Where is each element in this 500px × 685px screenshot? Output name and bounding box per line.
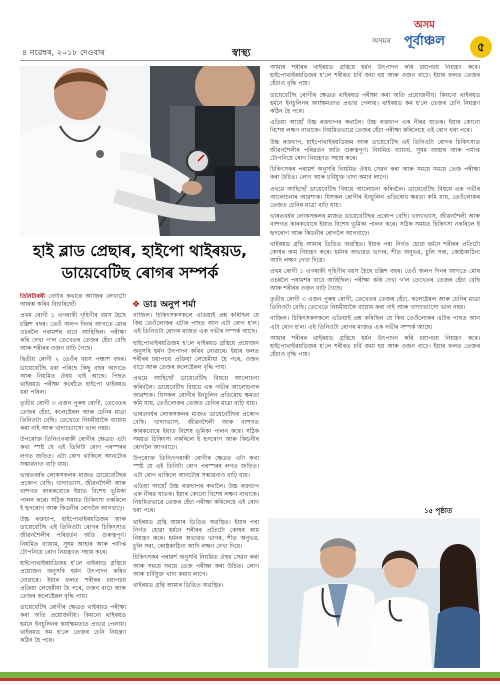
article-headline (20, 240, 260, 284)
byline (132, 297, 196, 312)
paragraph: তৃতীয় ৰোগী ৩ এজন পুৰুষ ৰোগী, তেখেতৰ তেজৰ হেঁচা, কলেষ্টেৰল আৰু চেনিৰ মাত্ৰা তিনিওটা বেছি। তেখেতে নিয়মীয়াকৈ ব্যায়াম কৰা নাই আৰু খাদ্যাভ্যাসো ভাল নহয়। (270, 296, 480, 312)
paragraph: নাজিল। চিকিৎসকসকলে এতিয়াই প্ৰশ্ন কৰিছিল যে কিয় তেওঁলোকৰ এটাৰ পাছত আন এটা ৰোগ হ'ল। এই তিনিওটা ৰোগৰ মাজত এক গভীৰ সম্পৰ্ক আছে। (270, 315, 480, 331)
headline-line-2: ডায়েবেটিছ ৰোগৰ সম্পৰ্ক (61, 264, 219, 282)
paragraph: নাজিল। চিকিৎসকসকলে এতিয়াই প্ৰশ্ন কৰিছিল যে কিয় তেওঁলোকৰ এটাৰ পাছত আন এটা ৰোগ হ'ল। এই তিনিওটা ৰোগৰ মাজত এক গভীৰ সম্পৰ্ক আছে। (133, 312, 259, 336)
paragraph: ডায়েবেটিছ ৰোগীৰ ক্ষেত্ৰত থাইৰয়ড পৰীক্ষা কৰা অতি প্ৰয়োজনীয়। কিয়নো থাইৰয়ড হৰ্মনে ইনচুলিনৰ কাৰ্যক্ষমতাত প্ৰভাৱ পেলায়। থাইৰয়ড কম হ'লে তেজৰ চেনি নিয়ন্ত্ৰণ কঠিন হৈ পৰে। (270, 91, 480, 116)
doctors-photo (268, 518, 480, 668)
paragraph: প্ৰথমে আহিছোঁ ডায়েবেটিছ বিষয়ে আলোচনা কৰিবলৈ। ডায়েবেটিছ বিষয়ে এক গভীৰ আলোচনাৰ আৱশ্যক। যিসকল ৰোগীৰ ইনচুলিন প্ৰতিৰোধ ক্ষমতা কমি যায়, তেওঁলোকৰ তেজত চেনিৰ মাত্ৰা বাঢ়ি যায়। (270, 185, 480, 210)
logo-main-text: পূৰ্বাঞ্চল (404, 34, 445, 49)
paragraph: ডায়েবেটিছ ৰোগীৰ ক্ষেত্ৰত থাইৰয়ড পৰীক্ষা কৰা অতি প্ৰয়োজনীয়। কিয়নো থাইৰয়ড হৰ্মনে ইনচুলিনৰ কাৰ্যক্ষমতাত প্ৰভাৱ পেলায়। থাইৰয়ড কম হ'লে তেজৰ চেনি নিয়ন্ত্ৰণ কঠিন হৈ পৰে। (20, 604, 126, 644)
continued-on-page: ১৫ পৃষ্ঠাত (424, 507, 453, 515)
paragraph: হাইপোথাইৰয়ডিজম হ'লে থাইৰয়ড গ্ৰন্থিয়ে প্ৰয়োজন অনুসৰি হৰ্মন উৎপাদন কৰিব নোৱাৰে। ইয়াৰ ফলত শৰীৰৰ চয়াপচয় প্ৰক্ৰিয়া লেহেমীয়া হৈ পৰে, ওজন বাঢ়ে আৰু তেজৰ কলেষ্টেৰল বৃদ্ধি পায়। (20, 560, 126, 600)
author-name: ডাঃ অনুপ শৰ্মা (143, 300, 196, 310)
blood-pressure-photo (20, 66, 260, 236)
paragraph: দ্বিতীয় ৰোগী ২ তেওঁৰ বয়স পঞ্চাশ বছৰ। ডায়েবেটিছ ধৰা পৰিছে কিছু বছৰ আগতে আৰু নিয়মিত ঔষধ খাই আছে। পিছত থাইৰয়ড পৰীক্ষা কৰোঁতে হাইপো থাইৰয়ড ধৰা পৰিল। (20, 356, 126, 397)
text-column-3 (270, 64, 480, 504)
text-column-2 (133, 312, 259, 670)
newspaper-logo (400, 18, 468, 52)
paragraph: চিকিৎসকৰ পৰামৰ্শ অনুসৰি নিয়মিত ঔষধ সেৱন কৰা আৰু সময়ে সময়ে তেজ পৰীক্ষা কৰা উচিত। লোণ আৰু চৰ্বিযুক্ত খাদ্য কমাব লাগে। (133, 554, 259, 578)
paragraph: প্ৰথম ৰোগী ১ এগৰাকী গৃহিণীৰ বয়স হৈছে চল্লিশ বছৰ। তেওঁ অলপ দিনৰ আগতে মোৰ ওচৰলৈ পৰামৰ্শৰ বাবে আহিছিল। পৰীক্ষা কৰি দেখা গ'ল তেখেতৰ তেজৰ হেঁচা বেছি আৰু শৰীৰৰ ওজন বাঢ়ি গৈছে। (20, 312, 126, 353)
paragraph: প্ৰথম ৰোগী ১ এগৰাকী গৃহিণীৰ বয়স হৈছে চল্লিশ বছৰ। তেওঁ অলপ দিনৰ আগতে মোৰ ওচৰলৈ পৰামৰ্শৰ বাবে আহিছিল। পৰীক্ষা কৰি দেখা গ'ল তেখেতৰ তেজৰ হেঁচা বেছি আৰু শৰীৰৰ ওজন বাঢ়ি গৈছে। (270, 268, 480, 292)
page-number-badge: ৫ (470, 36, 492, 58)
paragraph: তৃতীয় ৰোগী ৩ এজন পুৰুষ ৰোগী, তেখেতৰ তেজৰ হেঁচা, কলেষ্টেৰল আৰু চেনিৰ মাত্ৰা তিনিওটা বেছি। তেখেতে নিয়মীয়াকৈ ব্যায়াম কৰা নাই আৰু খাদ্যাভ্যাসো ভাল নহয়। (20, 400, 126, 433)
paragraph: থাইৰয়ড গ্ৰন্থি আমাৰ ডিঙিত অৱস্থিত। (133, 582, 224, 590)
issue-date: ৪ নৱেম্বৰ, ২০১৮ দেওবাৰ (22, 48, 105, 57)
page-header (0, 0, 500, 64)
paragraph: থাইৰয়ড গ্ৰন্থি আমাৰ ডিঙিত অৱস্থিত। ইয়াৰ পৰা নিৰ্গত হোৱা হৰ্মনে শৰীৰৰ প্ৰতিটো কোষৰ কাম নিয়ন্ত্ৰণ কৰে। হৰ্মনৰ অভাৱত ভাগৰ, শীত অনুভৱ, চুলি সৰা, কোষ্ঠকাঠিন্য আদি লক্ষণ দেখা দিয়ে। (270, 240, 480, 265)
paragraph: এতিয়া আহোঁ উচ্চ ৰক্তচাপৰ কথালৈ। উচ্চ ৰক্তচাপ এক নীৰৱ ঘাতক। ইয়াৰ কোনো বিশেষ লক্ষণ নাথাকে। নিয়মিতভাৱে তেজৰ হেঁচা পৰীক্ষা কৰিলেহে এই ৰোগ ধৰা পৰে। (270, 119, 480, 135)
paragraph: ভাৰতবৰ্ষৰ লোকসকলৰ মাজত ডায়েবেটিছৰ প্ৰকোপ বেছি। খাদ্যাভ্যাস, জীৱনশৈলী আৰু বংশগত কাৰকবোৰে ইয়াত বিশেষ ভূমিকা পালন কৰে। সঠিক সময়ত চিকিৎসা নকৰিলে ই হৃদৰোগ আৰু কিডনীৰ ৰোগলৈ আগবাঢ়ে। (20, 472, 126, 512)
paragraph: উপৰোক্ত তিনিওগৰাকী ৰোগীৰ ক্ষেত্ৰত এটা কথা স্পষ্ট যে এই তিনিটা ৰোগ পৰস্পৰৰ লগত জড়িত। এটা ৰোগ থাকিলে আনটোৰ সম্ভাৱনাও বাঢ়ি যায়। (133, 455, 259, 479)
paragraph: ভাৰতবৰ্ষৰ লোকসকলৰ মাজত ডায়েবেটিছৰ প্ৰকোপ বেছি। খাদ্যাভ্যাস, জীৱনশৈলী আৰু বংশগত কাৰকবোৰে ইয়াত বিশেষ ভূমিকা পালন কৰে। সঠিক সময়ত চিকিৎসা নকৰিলে ই হৃদৰোগ আৰু কিডনীৰ ৰোগলৈ আগবাঢ়ে। (133, 411, 259, 452)
footer-color-bar (0, 672, 500, 685)
paragraph: হাইপোথাইৰয়ডিজম হ'লে থাইৰয়ড গ্ৰন্থিয়ে প্ৰয়োজন অনুসৰি হৰ্মন উৎপাদন কৰিব নোৱাৰে। ইয়াৰ ফলত শৰীৰৰ চয়াপচয় প্ৰক্ৰিয়া লেহেমীয়া হৈ পৰে, ওজন বাঢ়ে আৰু তেজৰ কলেষ্টেৰল বৃদ্ধি পায়। (133, 339, 259, 372)
header-divider (20, 60, 480, 61)
paragraph: উপৰোক্ত তিনিওগৰাকী ৰোগীৰ ক্ষেত্ৰত এটা কথা স্পষ্ট যে এই তিনিটা ৰোগ পৰস্পৰৰ লগত জড়িত। এটা ৰোগ থাকিলে আনটোৰ সম্ভাৱনাও বাঢ়ি যায়। (20, 436, 126, 468)
paragraph: উচ্চ ৰক্তচাপ, হাইপোথাইৰয়ডিজম আৰু ডায়েবেটিছ এই তিনিওটা ৰোগৰ চিকিৎসাত জীৱনশৈলীৰ পৰিৱৰ্তন অতি গুৰুত্বপূৰ্ণ। নিয়মিত ব্যায়াম, সুষম আহাৰ আৰু পৰ্যাপ্ত টোপনিয়ে ৰোগ নিয়ন্ত্ৰণত সহায় কৰে। (270, 138, 480, 163)
paragraph: চিকিৎসকৰ পৰামৰ্শ অনুসৰি নিয়মিত ঔষধ সেৱন কৰা আৰু সময়ে সময়ে তেজ পৰীক্ষা কৰা উচিত। লোণ আৰু চৰ্বিযুক্ত খাদ্য কমাব লাগে। (270, 166, 480, 182)
text-column-1 (20, 293, 126, 669)
paragraph: এতিয়া আহোঁ উচ্চ ৰক্তচাপৰ কথালৈ। উচ্চ ৰক্তচাপ এক নীৰৱ ঘাতক। ইয়াৰ কোনো বিশেষ লক্ষণ নাথাকে। নিয়মিতভাৱে তেজৰ হেঁচা পৰীক্ষা কৰিলেহে এই ৰোগ ধৰা পৰে। (133, 482, 259, 515)
headline-line-1: হাই ব্লাড প্ৰেছাৰ, হাইপো থাইৰয়ড, (32, 242, 248, 260)
paragraph: থাইৰয়ড গ্ৰন্থি আমাৰ ডিঙিত অৱস্থিত। ইয়াৰ পৰা নিৰ্গত হোৱা হৰ্মনে শৰীৰৰ প্ৰতিটো কোষৰ কাম নিয়ন্ত্ৰণ কৰে। হৰ্মনৰ অভাৱত ভাগৰ, শীত অনুভৱ, চুলি সৰা, কোষ্ঠকাঠিন্য আদি লক্ষণ দেখা দিয়ে। (133, 518, 259, 551)
paragraph: প্ৰথমে আহিছোঁ ডায়েবেটিছ বিষয়ে আলোচনা কৰিবলৈ। ডায়েবেটিছ বিষয়ে এক গভীৰ আলোচনাৰ আৱশ্যক। যিসকল ৰোগীৰ ইনচুলিন প্ৰতিৰোধ ক্ষমতা কমি যায়, তেওঁলোকৰ তেজত চেনিৰ মাত্ৰা বাঢ়ি যায়। (133, 375, 259, 408)
paragraph: আমাৰ শৰীৰৰ থাইৰয়ড গ্ৰন্থিয়ে হৰ্মন উৎপাদন কৰি চয়াপচয় নিয়ন্ত্ৰণ কৰে। হাইপোথাইৰয়ডিজম হ'লে শৰীৰত চৰ্বি জমা হয় আৰু ওজন বাঢ়ে। ইয়াৰ ফলত তেজৰ হেঁচাও বৃদ্ধি পায়। (270, 64, 480, 88)
paragraph: উচ্চ ৰক্তচাপ, হাইপোথাইৰয়ডিজম আৰু ডায়েবেটিছ এই তিনিওটা ৰোগৰ চিকিৎসাত জীৱনশৈলীৰ পৰিৱৰ্তন অতি গুৰুত্বপূৰ্ণ। নিয়মিত ব্যায়াম, সুষম আহাৰ আৰু পৰ্যাপ্ত টোপনিয়ে ৰোগ নিয়ন্ত্ৰণত সহায় কৰে। (20, 516, 126, 556)
logo-tagline: অসমৰ (372, 37, 391, 45)
lead-word: তিনিটাৰৰী (20, 293, 45, 300)
byline-ornament-icon: ❖ (132, 300, 141, 310)
footer-red-stripe (0, 678, 500, 681)
intro-text: বেগীৰ কথাৰে আজিৰ লেখাটো আৰম্ভ কৰিব বিচাৰিছোঁ। (20, 293, 126, 309)
logo-top-text: অসম (414, 20, 435, 31)
paragraph: ভাৰতবৰ্ষৰ লোকসকলৰ মাজত ডায়েবেটিছৰ প্ৰকোপ বেছি। খাদ্যাভ্যাস, জীৱনশৈলী আৰু বংশগত কাৰকবোৰে ইয়াত বিশেষ ভূমিকা পালন কৰে। সঠিক সময়ত চিকিৎসা নকৰিলে ই হৃদৰোগ আৰু কিডনীৰ ৰোগলৈ আগবাঢ়ে। (270, 213, 480, 237)
section-title: স্বাস্থ্য (232, 48, 251, 59)
paragraph: আমাৰ শৰীৰৰ থাইৰয়ড গ্ৰন্থিয়ে হৰ্মন উৎপাদন কৰি চয়াপচয় নিয়ন্ত্ৰণ কৰে। হাইপোথাইৰয়ডিজম হ'লে শৰীৰত চৰ্বি জমা হয় আৰু ওজন বাঢ়ে। ইয়াৰ ফলত তেজৰ হেঁচাও বৃদ্ধি পায়। (270, 334, 480, 359)
